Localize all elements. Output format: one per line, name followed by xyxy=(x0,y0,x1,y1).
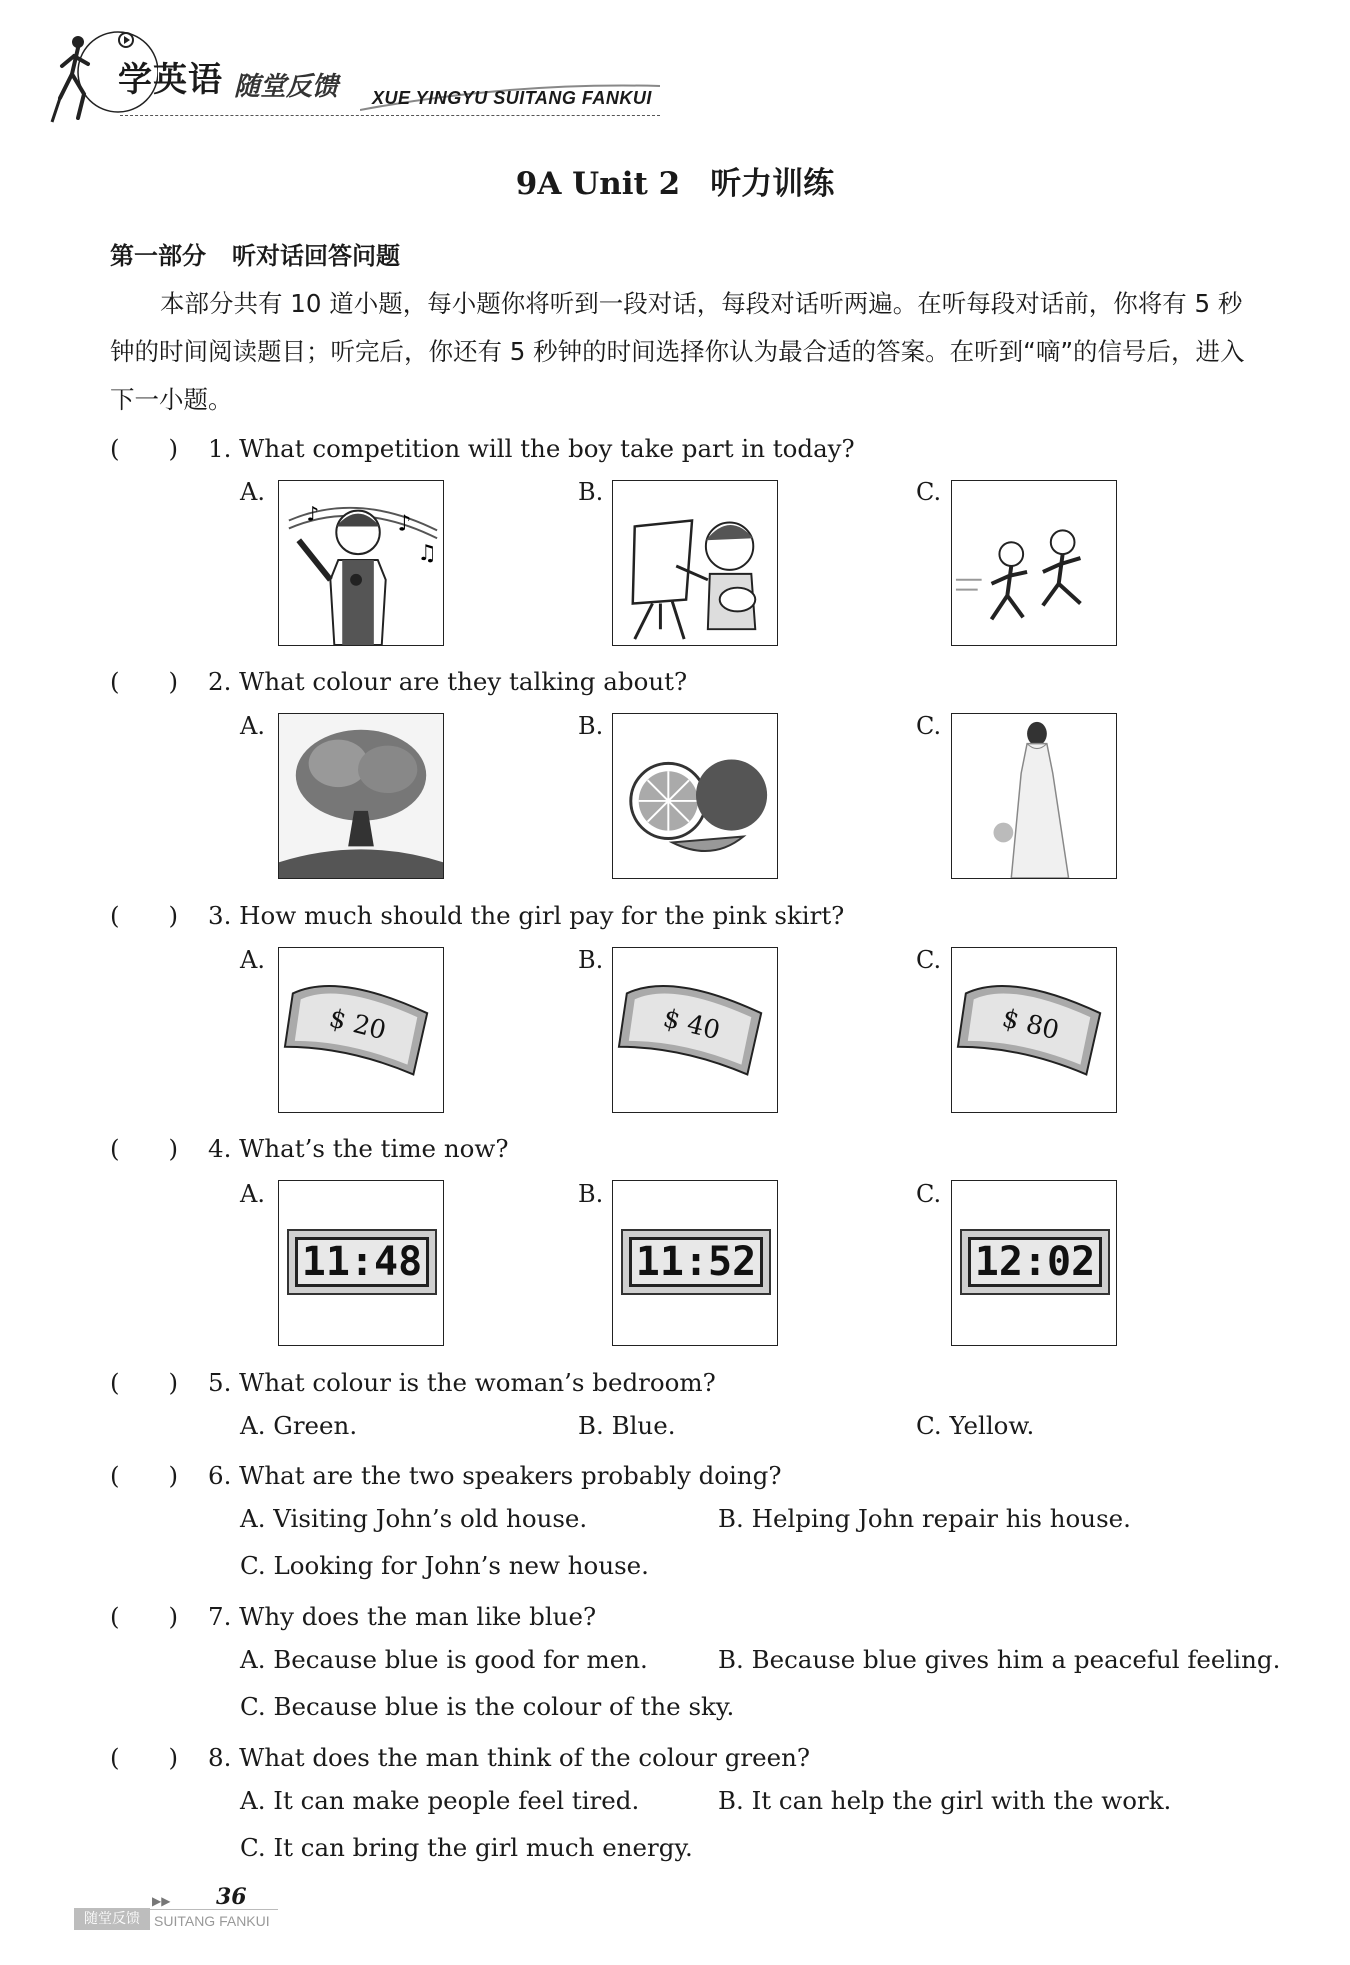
footer-brand-box: 随堂反馈 xyxy=(74,1908,150,1930)
option-a[interactable]: A. Green. xyxy=(240,1411,358,1440)
painting-boy-icon xyxy=(613,481,777,645)
banknote-icon xyxy=(279,948,443,1112)
running-boys-icon xyxy=(952,481,1116,645)
option-label-b: B. xyxy=(578,478,604,506)
money-amount: $ 40 xyxy=(660,1003,723,1047)
money-amount: $ 20 xyxy=(326,1003,389,1047)
question-5 xyxy=(110,1364,716,1399)
option-b[interactable]: B. Blue. xyxy=(578,1411,676,1440)
option-label-a: A. xyxy=(240,478,265,506)
woman-in-white-dress-icon xyxy=(952,714,1116,878)
option-label-b: B. xyxy=(578,712,604,740)
svg-text:♪: ♪ xyxy=(397,511,412,537)
page-number: 36 xyxy=(216,1884,247,1910)
picture-clock-a[interactable] xyxy=(278,1180,444,1346)
question-text: 3. How much should the girl pay for the pink skirt? xyxy=(208,901,845,930)
topic-label: 听力训练 xyxy=(710,166,835,202)
option-label-a: A. xyxy=(240,1180,265,1208)
digital-clock xyxy=(621,1229,771,1295)
svg-text:♪: ♪ xyxy=(306,502,320,526)
question-text: 7. Why does the man like blue? xyxy=(208,1602,597,1631)
picture-singing-boy[interactable] xyxy=(278,480,444,646)
section-heading xyxy=(110,236,400,271)
section-part: 第一部分 xyxy=(110,242,206,270)
instructions: 本部分共有 10 道小题，每小题你将听到一段对话，每段对话听两遍。在听每段对话前，你将有 5 秒钟的时间阅读题目；听完后，你还有 5 秒钟的时间选择你认为最合适的答案。在听到“嘀”的信号后，进入下一小题。 xyxy=(110,289,1245,414)
answer-blank[interactable]: ( ) xyxy=(110,1743,179,1772)
picture-running-boys[interactable] xyxy=(951,480,1117,646)
option-label-c: C. xyxy=(916,946,942,974)
picture-money-40[interactable] xyxy=(612,947,778,1113)
option-c[interactable]: C. Looking for John’s new house. xyxy=(240,1551,649,1580)
option-label-a: A. xyxy=(240,946,265,974)
banknote-icon xyxy=(952,948,1116,1112)
answer-blank[interactable]: ( ) xyxy=(110,667,179,696)
clock-time: 11:52 xyxy=(629,1237,763,1287)
answer-blank[interactable]: ( ) xyxy=(110,1368,179,1397)
picture-money-80[interactable] xyxy=(951,947,1117,1113)
option-c[interactable]: C. It can bring the girl much energy. xyxy=(240,1833,693,1862)
picture-clock-b[interactable] xyxy=(612,1180,778,1346)
option-b[interactable]: B. It can help the girl with the work. xyxy=(718,1786,1172,1815)
option-b[interactable]: B. Helping John repair his house. xyxy=(718,1504,1131,1533)
picture-tree[interactable] xyxy=(278,713,444,879)
question-text: 8. What does the man think of the colour green? xyxy=(208,1743,811,1772)
answer-blank[interactable]: ( ) xyxy=(110,1461,179,1490)
question-text: 4. What’s the time now? xyxy=(208,1134,509,1163)
tree-icon xyxy=(279,714,443,878)
question-text: 6. What are the two speakers probably doing? xyxy=(208,1461,782,1490)
money-amount: $ 80 xyxy=(999,1003,1062,1047)
brand-subtitle: 随堂反馈 xyxy=(234,72,339,102)
answer-blank[interactable]: ( ) xyxy=(110,434,179,463)
answer-blank[interactable]: ( ) xyxy=(110,1134,179,1163)
svg-text:♫: ♫ xyxy=(417,541,437,567)
option-a[interactable]: A. Visiting John’s old house. xyxy=(240,1504,588,1533)
footer-pinyin: SUITANG FANKUI xyxy=(154,1913,270,1929)
clock-time: 12:02 xyxy=(968,1237,1102,1287)
footer-divider xyxy=(150,1909,278,1910)
question-1 xyxy=(110,430,855,465)
question-6 xyxy=(110,1457,781,1492)
question-3 xyxy=(110,897,844,932)
option-c[interactable]: C. Because blue is the colour of the sky. xyxy=(240,1692,735,1721)
question-text: 2. What colour are they talking about? xyxy=(208,667,688,696)
option-label-c: C. xyxy=(916,712,942,740)
oranges-icon xyxy=(613,714,777,878)
clock-time: 11:48 xyxy=(295,1237,429,1287)
unit-label: 9A Unit 2 xyxy=(515,166,681,202)
option-a[interactable]: A. Because blue is good for men. xyxy=(240,1645,648,1674)
question-2 xyxy=(110,663,687,698)
picture-money-20[interactable] xyxy=(278,947,444,1113)
option-label-c: C. xyxy=(916,478,942,506)
brand-title: 学英语 xyxy=(118,60,223,100)
picture-clock-c[interactable] xyxy=(951,1180,1117,1346)
option-b[interactable]: B. Because blue gives him a peaceful feeling. xyxy=(718,1645,1281,1674)
picture-woman-in-white-dress[interactable] xyxy=(951,713,1117,879)
double-arrow-icon: ▶▶ xyxy=(152,1894,171,1908)
picture-oranges[interactable] xyxy=(612,713,778,879)
banknote-icon xyxy=(613,948,777,1112)
option-label-a: A. xyxy=(240,712,265,740)
singing-boy-icon xyxy=(279,481,443,645)
option-label-c: C. xyxy=(916,1180,942,1208)
section-name: 听对话回答问题 xyxy=(232,242,400,270)
option-label-b: B. xyxy=(578,1180,604,1208)
digital-clock xyxy=(287,1229,437,1295)
question-8 xyxy=(110,1739,810,1774)
question-7 xyxy=(110,1598,596,1633)
digital-clock xyxy=(960,1229,1110,1295)
question-text: 5. What colour is the woman’s bedroom? xyxy=(208,1368,716,1397)
option-a[interactable]: A. It can make people feel tired. xyxy=(240,1786,640,1815)
picture-painting-boy[interactable] xyxy=(612,480,778,646)
option-c[interactable]: C. Yellow. xyxy=(916,1411,1035,1440)
question-text: 1. What competition will the boy take part in today? xyxy=(208,434,855,463)
question-4 xyxy=(110,1130,508,1165)
header-divider xyxy=(120,115,660,116)
page-title xyxy=(0,158,1350,203)
option-label-b: B. xyxy=(578,946,604,974)
brand-pinyin: XUE YINGYU SUITANG FANKUI xyxy=(372,88,652,108)
answer-blank[interactable]: ( ) xyxy=(110,1602,179,1631)
answer-blank[interactable]: ( ) xyxy=(110,901,179,930)
